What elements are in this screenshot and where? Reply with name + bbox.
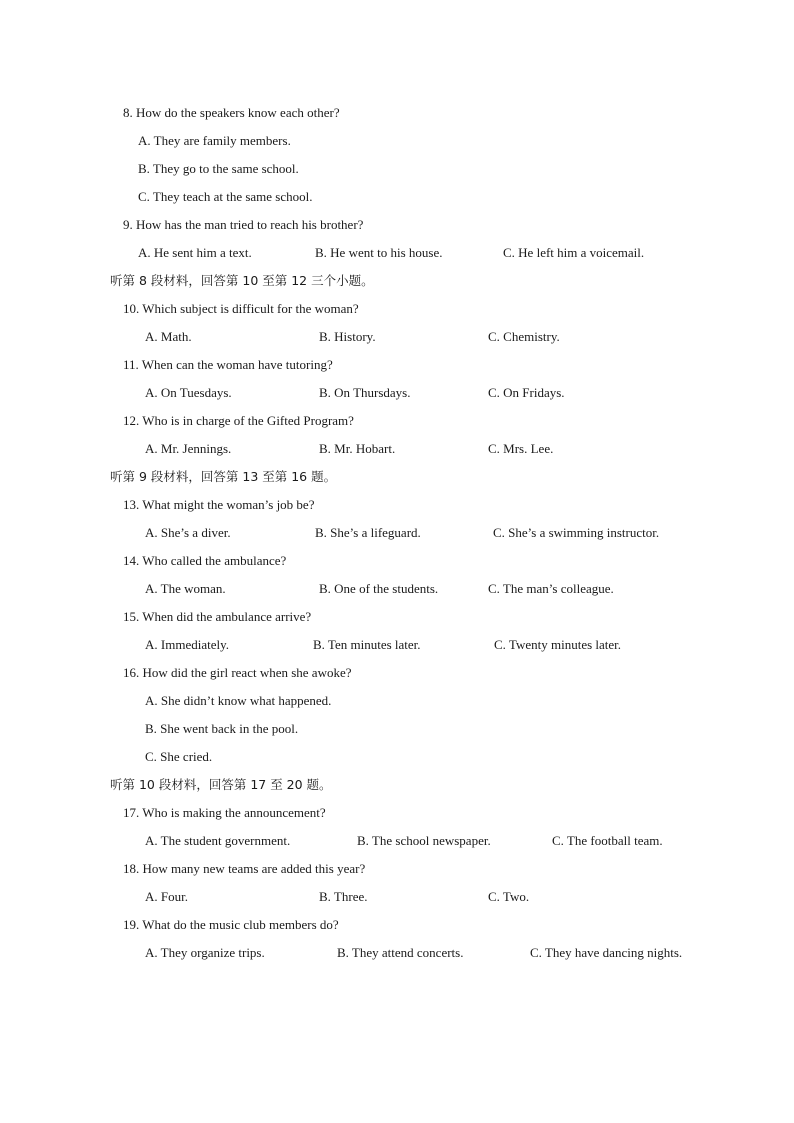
question-16-stem: 16. How did the girl react when she awoke?	[123, 665, 352, 680]
question-17-option-b: B. The school newspaper.	[357, 833, 491, 848]
question-17-option-a: A. The student government.	[145, 833, 291, 848]
question-13-stem: 13. What might the woman’s job be?	[123, 497, 315, 512]
question-18-option-c: C. Two.	[488, 889, 530, 904]
question-14-stem: 14. Who called the ambulance?	[123, 553, 287, 568]
question-12-option-b: B. Mr. Hobart.	[319, 441, 396, 456]
question-13-option-b: B. She’s a lifeguard.	[315, 525, 421, 540]
question-8-option-a: A. They are family members.	[138, 133, 291, 148]
section-9-heading: 听第 9 段材料，回答第 13 至第 16 题。	[110, 469, 337, 484]
question-19-option-a: A. They organize trips.	[145, 945, 265, 960]
question-16-option-b: B. She went back in the pool.	[145, 721, 299, 736]
question-15-option-b: B. Ten minutes later.	[313, 637, 421, 652]
question-13-option-c: C. She’s a swimming instructor.	[493, 525, 660, 540]
question-14-option-c: C. The man’s colleague.	[488, 581, 614, 596]
question-18-option-b: B. Three.	[319, 889, 368, 904]
section-10-heading: 听第 10 段材料，回答第 17 至 20 题。	[110, 777, 332, 792]
question-14-option-b: B. One of the students.	[319, 581, 439, 596]
question-11-option-c: C. On Fridays.	[488, 385, 565, 400]
question-9-option-b: B. He went to his house.	[315, 245, 443, 260]
question-9-option-c: C. He left him a voicemail.	[503, 245, 645, 260]
question-15-option-c: C. Twenty minutes later.	[494, 637, 622, 652]
question-11-stem: 11. When can the woman have tutoring?	[123, 357, 333, 372]
question-11-option-b: B. On Thursdays.	[319, 385, 411, 400]
question-10-option-c: C. Chemistry.	[488, 329, 560, 344]
question-14-option-a: A. The woman.	[145, 581, 226, 596]
question-13-option-a: A. She’s a diver.	[145, 525, 231, 540]
section-8-heading: 听第 8 段材料，回答第 10 至第 12 三个小题。	[110, 273, 374, 288]
question-18-option-a: A. Four.	[145, 889, 188, 904]
question-15-option-a: A. Immediately.	[145, 637, 229, 652]
question-16-option-c: C. She cried.	[145, 749, 213, 764]
question-10-option-a: A. Math.	[145, 329, 192, 344]
question-19-option-b: B. They attend concerts.	[337, 945, 464, 960]
question-15-stem: 15. When did the ambulance arrive?	[123, 609, 312, 624]
question-16-option-a: A. She didn’t know what happened.	[145, 693, 332, 708]
question-12-option-a: A. Mr. Jennings.	[145, 441, 232, 456]
question-12-stem: 12. Who is in charge of the Gifted Program?	[123, 413, 354, 428]
question-17-stem: 17. Who is making the announcement?	[123, 805, 326, 820]
question-17-option-c: C. The football team.	[552, 833, 663, 848]
question-9-stem: 9. How has the man tried to reach his brother?	[123, 217, 364, 232]
question-8-option-c: C. They teach at the same school.	[138, 189, 313, 204]
question-19-option-c: C. They have dancing nights.	[530, 945, 683, 960]
question-19-stem: 19. What do the music club members do?	[123, 917, 339, 932]
question-18-stem: 18. How many new teams are added this year?	[123, 861, 366, 876]
question-11-option-a: A. On Tuesdays.	[145, 385, 232, 400]
question-10-option-b: B. History.	[319, 329, 376, 344]
question-9-option-a: A. He sent him a text.	[138, 245, 252, 260]
question-10-stem: 10. Which subject is difficult for the woman?	[123, 301, 359, 316]
question-8-stem: 8. How do the speakers know each other?	[123, 105, 340, 120]
question-12-option-c: C. Mrs. Lee.	[488, 441, 554, 456]
question-8-option-b: B. They go to the same school.	[138, 161, 299, 176]
